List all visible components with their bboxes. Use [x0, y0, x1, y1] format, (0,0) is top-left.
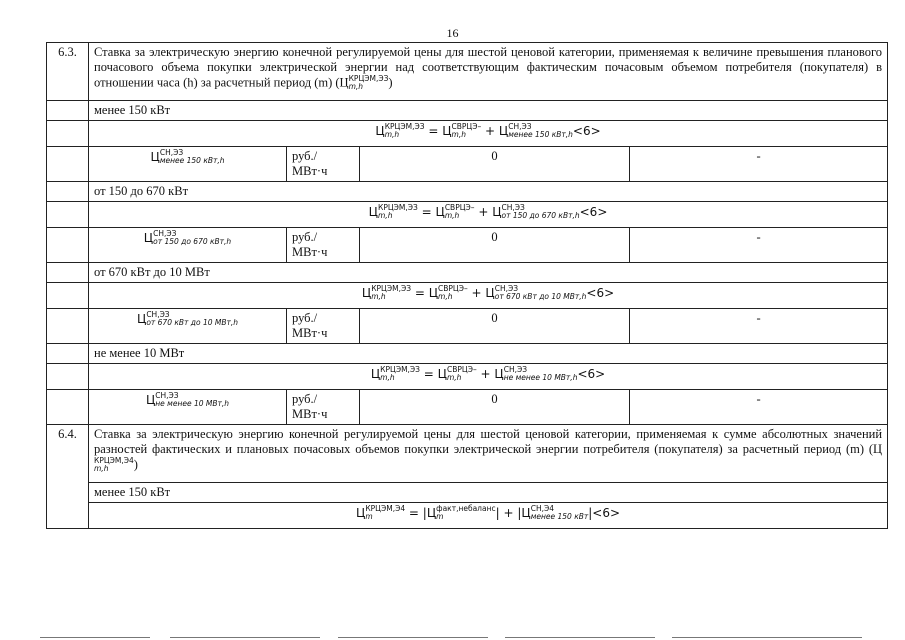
group-label: менее 150 кВт — [89, 101, 888, 121]
formula-row — [47, 503, 888, 529]
value: 0 — [360, 390, 630, 425]
formula-row — [47, 121, 888, 147]
group-label: от 670 кВт до 10 МВт — [89, 263, 888, 283]
value: 0 — [360, 228, 630, 263]
unit: руб./ МВт·ч — [287, 390, 360, 425]
group-label-row — [47, 182, 888, 202]
param-symbol: Ц СН,ЭЗ от 670 кВт до 10 МВт,h — [89, 309, 287, 344]
group-label-row — [47, 483, 888, 503]
tariff-table — [46, 42, 888, 529]
row-description: Ставка за электрическую энергию конечной регулируемой цены для шестой ценовой категории, применяемая к величине превышения планового почасового объема покупки электрической энергии над соответствующим фактическим почасовым объемом потребителя (покупателя) в отношении часа (h) за расчетный период (m) (Ц КРЦЭМ,ЭЗ m,h ) — [89, 43, 888, 101]
formula: Ц КРЦЭМ,ЭЗ m,h = Ц СВРЦЭ– m,h + Ц СН,ЭЗ от 670 кВт до 10 МВт,h <6> — [89, 283, 888, 309]
scan-edge-line — [505, 637, 655, 638]
formula: Ц КРЦЭМ,ЭЗ m,h = Ц СВРЦЭ– m,h + Ц СН,ЭЗ менее 150 кВт,h <6> — [89, 121, 888, 147]
formula-row — [47, 364, 888, 390]
formula: Ц КРЦЭМ,ЭЗ m,h = Ц СВРЦЭ– m,h + Ц СН,ЭЗ не менее 10 МВт,h <6> — [89, 364, 888, 390]
param-row — [47, 147, 888, 182]
row-6-3-header — [47, 43, 888, 101]
row-description: Ставка за электрическую энергию конечной регулируемой цены для шестой ценовой категории, применяемая к сумме абсолютных значений разностей фактических и плановых почасовых объемов покупки электрической энергии потребителя (покупателя) за расчетный период (m) (Ц КРЦЭМ,Э4 m,h ) — [89, 425, 888, 483]
unit: руб./ МВт·ч — [287, 309, 360, 344]
dash: - — [630, 147, 888, 182]
param-row — [47, 309, 888, 344]
formula-row — [47, 202, 888, 228]
group-label-row — [47, 344, 888, 364]
scan-edge-line — [40, 637, 150, 638]
group-label-row — [47, 101, 888, 121]
unit: руб./ МВт·ч — [287, 228, 360, 263]
group-label-row — [47, 263, 888, 283]
row-number: 6.4. — [47, 425, 89, 529]
formula: Ц КРЦЭМ,Э4 m = |Ц факт,небаланс m | + |Ц СН,Э4 менее 150 кВт |<6> — [89, 503, 888, 529]
scan-edge-line — [170, 637, 320, 638]
dash: - — [630, 228, 888, 263]
param-symbol: Ц СН,ЭЗ не менее 10 МВт,h — [89, 390, 287, 425]
scan-edge-line — [338, 637, 488, 638]
row-6-4-header — [47, 425, 888, 483]
group-label: от 150 до 670 кВт — [89, 182, 888, 202]
scan-edge-line — [672, 637, 862, 638]
value: 0 — [360, 309, 630, 344]
dash: - — [630, 390, 888, 425]
dash: - — [630, 309, 888, 344]
param-row — [47, 390, 888, 425]
group-label: не менее 10 МВт — [89, 344, 888, 364]
group-label: менее 150 кВт — [89, 483, 888, 503]
value: 0 — [360, 147, 630, 182]
row-number: 6.3. — [47, 43, 89, 101]
formula-row — [47, 283, 888, 309]
page-number: 16 — [446, 26, 459, 40]
param-symbol: Ц СН,ЭЗ от 150 до 670 кВт,h — [89, 228, 287, 263]
formula: Ц КРЦЭМ,ЭЗ m,h = Ц СВРЦЭ– m,h + Ц СН,ЭЗ от 150 до 670 кВт,h <6> — [89, 202, 888, 228]
param-row — [47, 228, 888, 263]
unit: руб./ МВт·ч — [287, 147, 360, 182]
param-symbol: Ц СН,ЭЗ менее 150 кВт,h — [89, 147, 287, 182]
